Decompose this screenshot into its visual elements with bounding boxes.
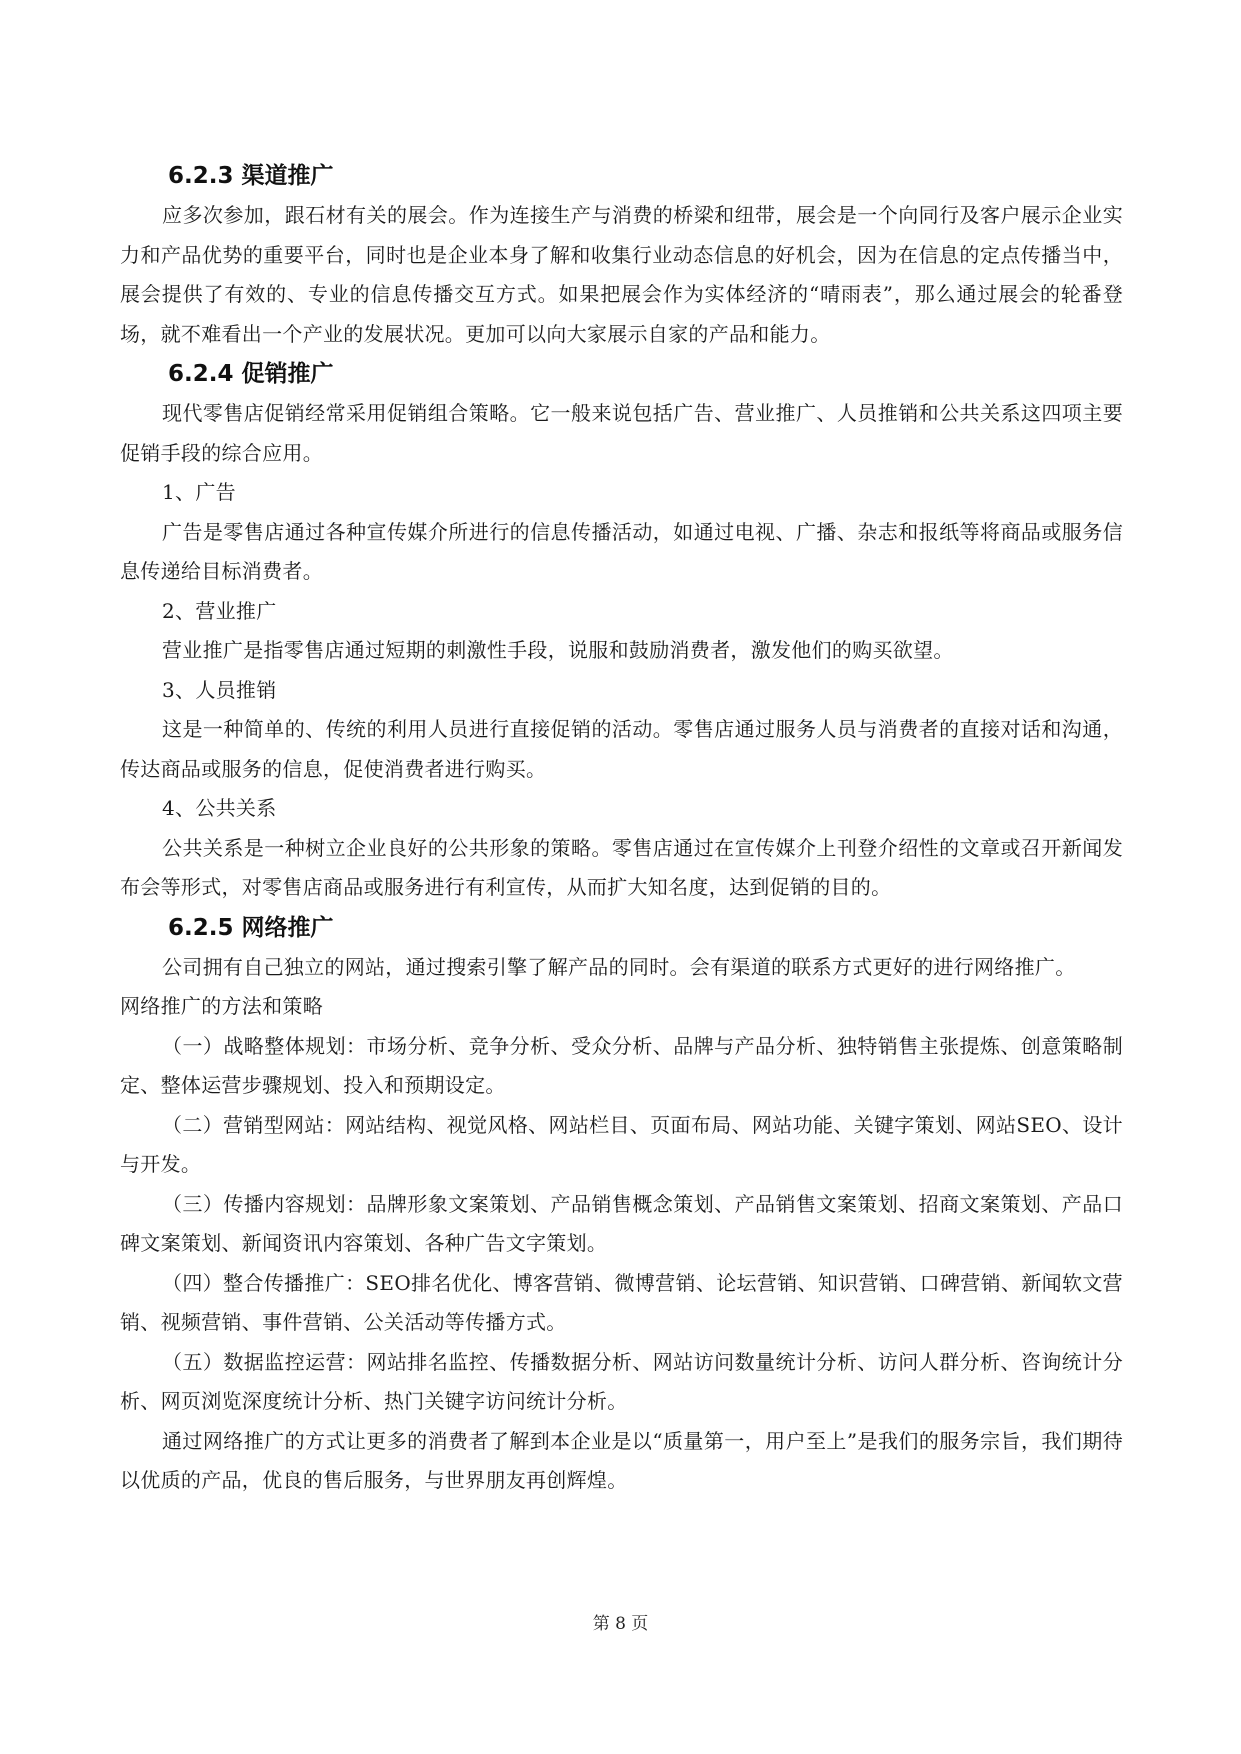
list-item-heading: 1、广告 bbox=[162, 480, 236, 504]
list-item-heading: 3、人员推销 bbox=[162, 677, 277, 702]
page-number: 第 8 页 bbox=[592, 1614, 649, 1634]
paragraph: 广告是零售店通过各种宣传媒介所进行的信息传播活动，如通过电视、广播、杂志和报纸等将商品或服务信息传递给目标消费者。 bbox=[120, 519, 1123, 583]
page-content bbox=[120, 156, 1123, 1501]
paragraph: 营业推广是指零售店通过短期的刺激性手段，说服和鼓励消费者，激发他们的购买欲望。 bbox=[162, 638, 954, 662]
list-item-heading: 4、公共关系 bbox=[162, 796, 277, 820]
strategy-item: （三）传播内容规划：品牌形象文案策划、产品销售概念策划、产品销售文案策划、招商文案策划、产品口碑文案策划、新闻资讯内容策划、各种广告文字策划。 bbox=[120, 1191, 1123, 1255]
paragraph: 通过网络推广的方式让更多的消费者了解到本企业是以“质量第一，用户至上”是我们的服务宗旨，我们期待以优质的产品，优良的售后服务，与世界朋友再创辉煌。 bbox=[120, 1428, 1123, 1492]
paragraph: 这是一种简单的、传统的利用人员进行直接促销的活动。零售店通过服务人员与消费者的直接对话和沟通，传达商品或服务的信息，促使消费者进行购买。 bbox=[120, 717, 1123, 781]
strategy-item: （五）数据监控运营：网站排名监控、传播数据分析、网站访问数量统计分析、访问人群分析、咨询统计分析、网页浏览深度统计分析、热门关键字访问统计分析。 bbox=[120, 1349, 1123, 1413]
strategy-item: （四）整合传播推广：SEO排名优化、博客营销、微博营销、论坛营销、知识营销、口碑营销、新闻软文营销、视频营销、事件营销、公关活动等传播方式。 bbox=[120, 1270, 1123, 1334]
paragraph: 现代零售店促销经常采用促销组合策略。它一般来说包括广告、营业推广、人员推销和公共关系这四项主要促销手段的综合应用。 bbox=[120, 401, 1123, 465]
strategy-item: （二）营销型网站：网站结构、视觉风格、网站栏目、页面布局、网站功能、关键字策划、网站SEO、设计与开发。 bbox=[120, 1112, 1123, 1176]
paragraph: 应多次参加，跟石材有关的展会。作为连接生产与消费的桥梁和纽带，展会是一个向同行及客户展示企业实力和产品优势的重要平台，同时也是企业本身了解和收集行业动态信息的好机会，因为在信息的定点传播当中，展会提供了有效的、专业的信息传播交互方式。如果把展会作为实体经济的“晴雨表”，那么通过展会的轮番登场，就不难看出一个产业的发展状况。更加可以向大家展示自家的产品和能力。 bbox=[120, 203, 1123, 346]
strategy-item: （一）战略整体规划：市场分析、竞争分析、受众分析、品牌与产品分析、独特销售主张提炼、创意策略制定、整体运营步骤规划、投入和预期设定。 bbox=[120, 1033, 1123, 1097]
paragraph: 网络推广的方法和策略 bbox=[120, 994, 323, 1018]
section-heading-6-2-3: 6.2.3 渠道推广 bbox=[168, 163, 334, 189]
section-heading-6-2-5: 6.2.5 网络推广 bbox=[168, 914, 334, 941]
paragraph: 公共关系是一种树立企业良好的公共形象的策略。零售店通过在宣传媒介上刊登介绍性的文章或召开新闻发布会等形式，对零售店商品或服务进行有利宣传，从而扩大知名度，达到促销的目的。 bbox=[120, 835, 1123, 899]
section-heading-6-2-4: 6.2.4 促销推广 bbox=[168, 361, 334, 387]
paragraph: 公司拥有自己独立的网站，通过搜索引擎了解产品的同时。会有渠道的联系方式更好的进行网络推广。 bbox=[162, 954, 1076, 979]
list-item-heading: 2、营业推广 bbox=[162, 598, 277, 623]
